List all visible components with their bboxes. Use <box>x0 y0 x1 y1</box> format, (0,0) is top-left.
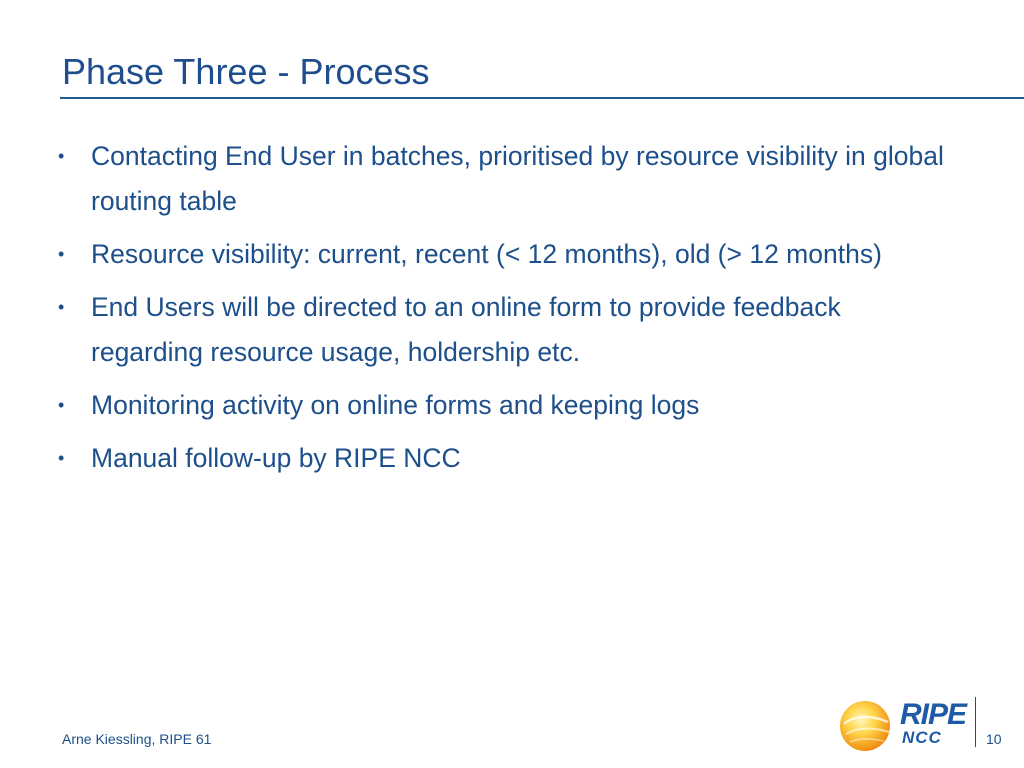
bullet-marker: • <box>58 146 65 166</box>
bullet-text: Resource visibility: current, recent (< 12 months), old (> 12 months) <box>91 239 882 269</box>
logo-text-ripe: RIPE <box>900 698 967 731</box>
sun-icon <box>840 701 890 751</box>
title-divider <box>60 97 1024 99</box>
bullet-text: Manual follow-up by RIPE NCC <box>91 443 461 473</box>
bullet-text: Monitoring activity on online forms and keeping logs <box>91 390 700 420</box>
bullet-text: Contacting End User in batches, prioritised by resource visibility in global routing table <box>91 141 944 216</box>
bullet-item <box>56 383 956 428</box>
footer-author: Arne Kiessling, RIPE 61 <box>62 731 212 747</box>
bullet-text: End Users will be directed to an online form to provide feedback regarding resource usage, holdership etc. <box>91 292 841 367</box>
bullet-item <box>56 134 956 224</box>
bullet-list <box>56 134 956 489</box>
bullet-marker: • <box>58 448 65 468</box>
bullet-marker: • <box>58 395 65 415</box>
logo-text-ncc: NCC <box>902 728 942 747</box>
bullet-item <box>56 285 956 375</box>
logo-divider <box>975 697 976 747</box>
page-number: 10 <box>986 731 1002 747</box>
bullet-marker: • <box>58 297 65 317</box>
bullet-marker: • <box>58 244 65 264</box>
bullet-item <box>56 436 956 481</box>
slide-title: Phase Three - Process <box>62 51 430 92</box>
bullet-item <box>56 232 956 277</box>
